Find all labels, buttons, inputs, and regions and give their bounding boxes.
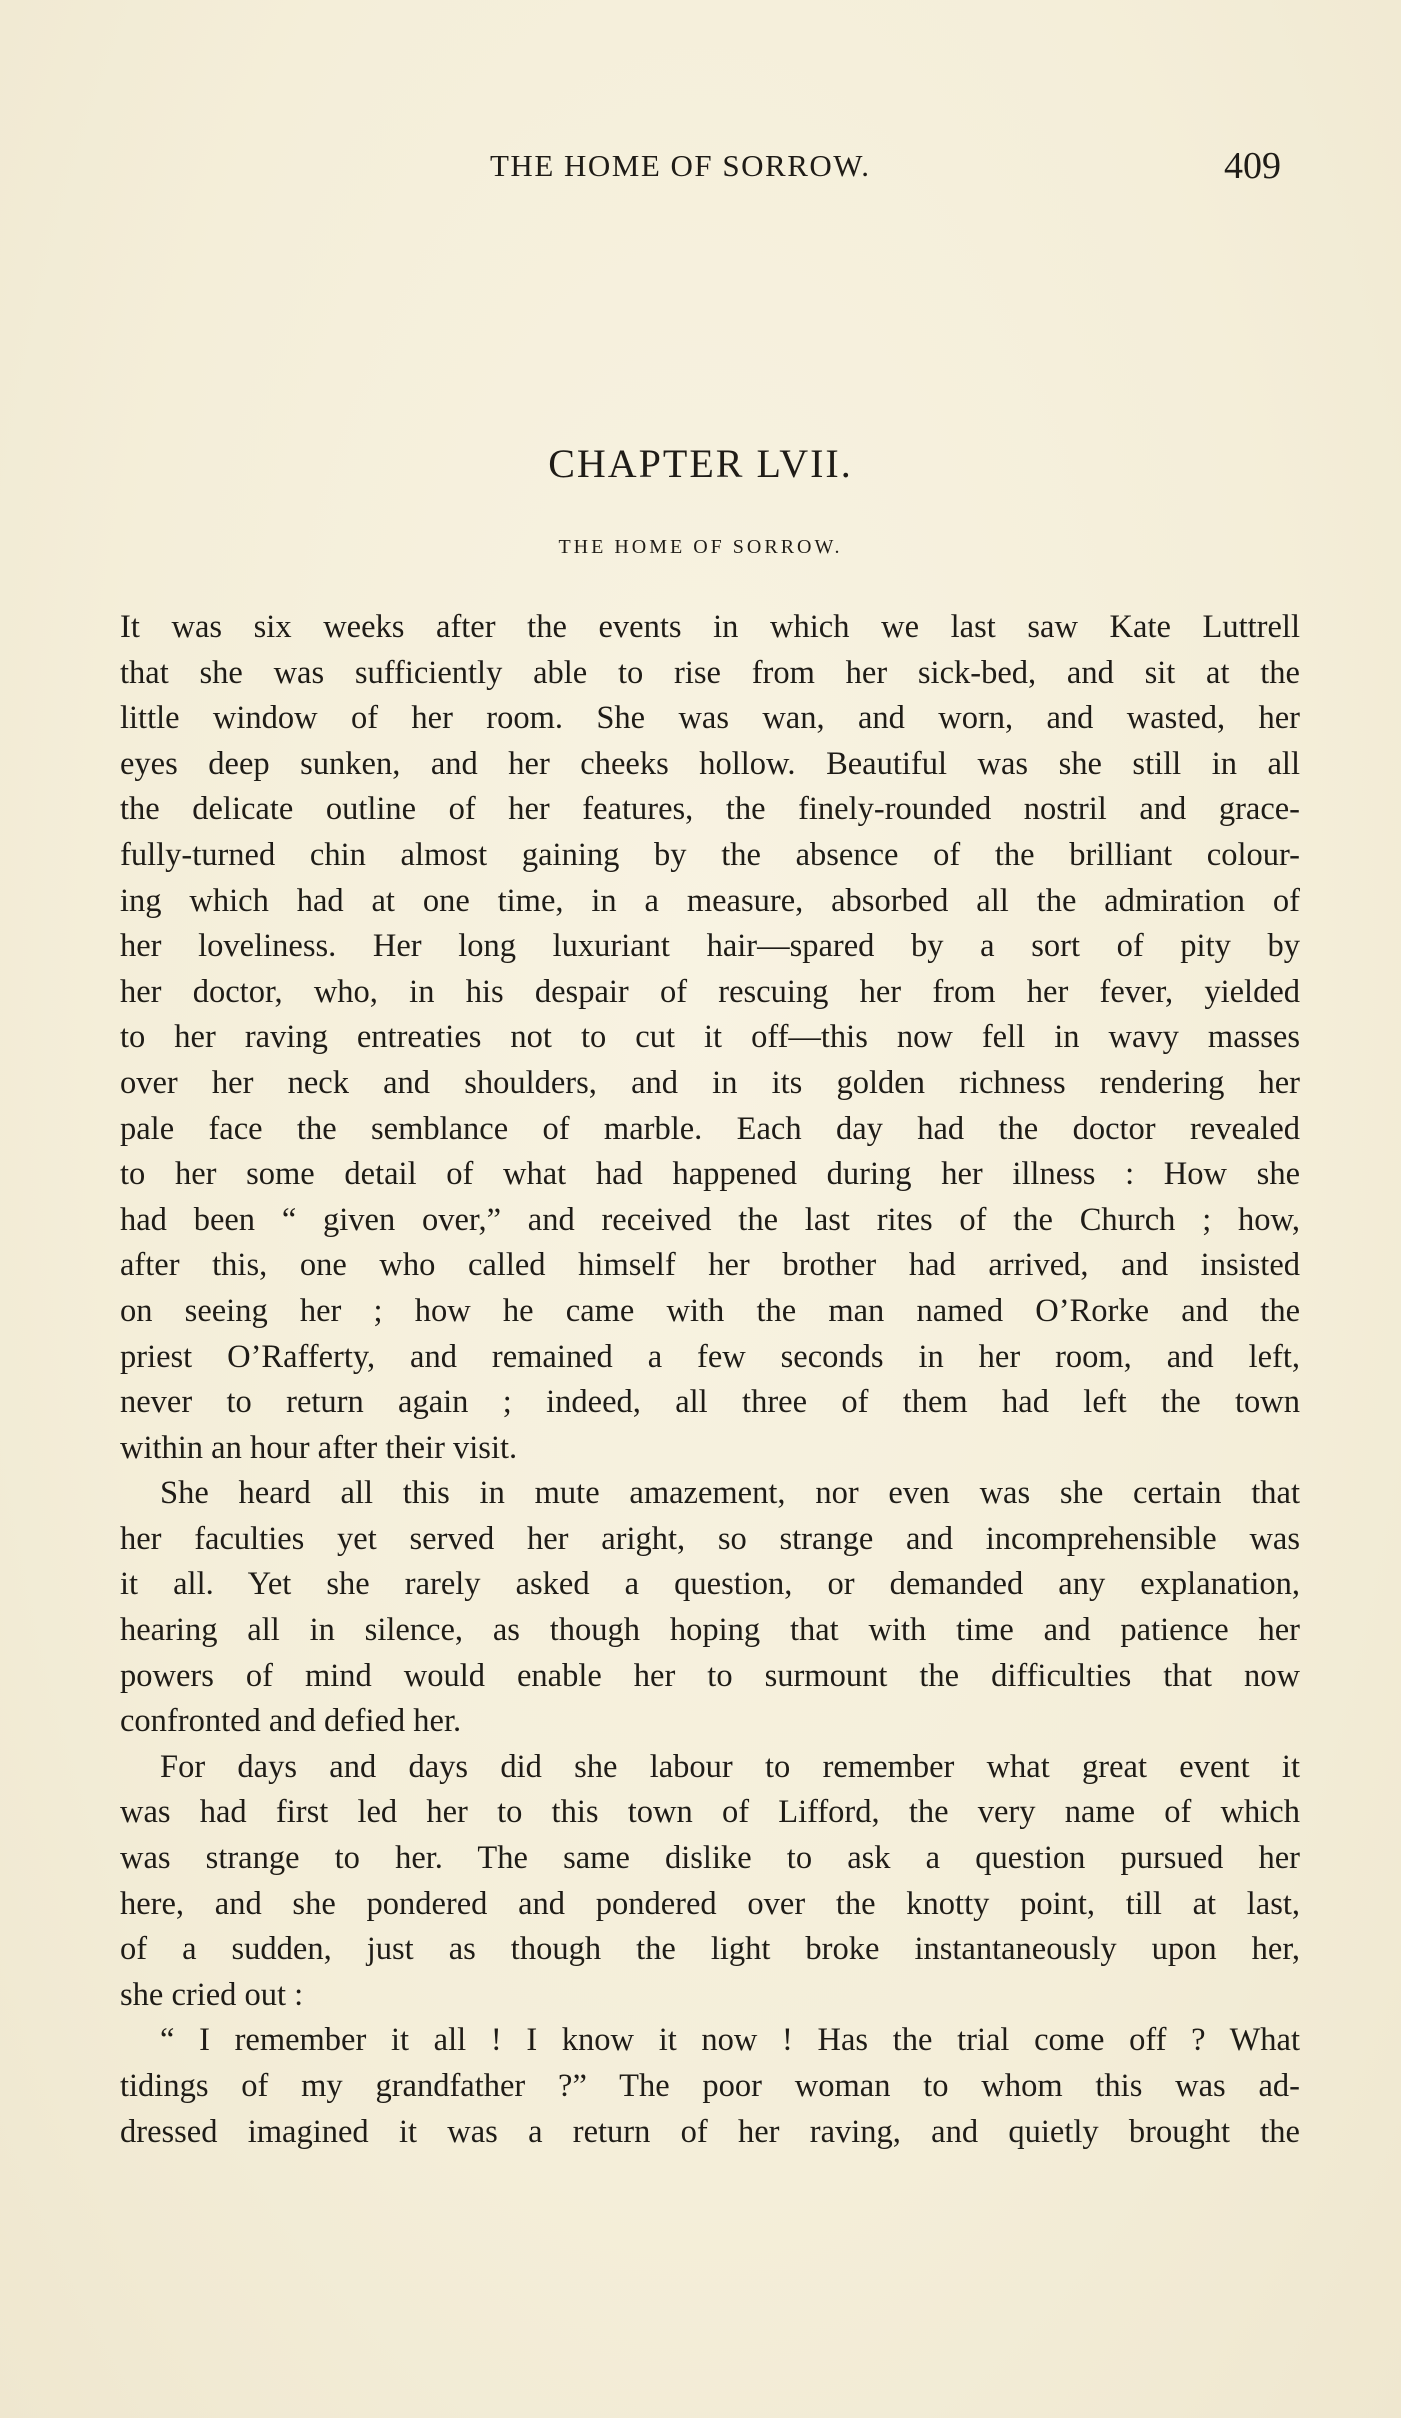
body-text bbox=[120, 605, 1300, 2155]
text-line: “ I remember it all ! I know it now ! Has the trial come off ? What bbox=[160, 2022, 1300, 2059]
text-line: her faculties yet served her aright, so strange and incomprehensible was bbox=[120, 1520, 1300, 1557]
text-line: the delicate outline of her features, the finely-rounded nostril and grace- bbox=[120, 791, 1300, 828]
text-line: to her some detail of what had happened during her illness : How she bbox=[120, 1156, 1300, 1193]
text-line: It was six weeks after the events in which we last saw Kate Luttrell bbox=[120, 609, 1300, 645]
text-line: fully-turned chin almost gaining by the absence of the brilliant colour- bbox=[120, 836, 1300, 873]
text-line: never to return again ; indeed, all three of them had left the town bbox=[120, 1384, 1300, 1421]
text-line: priest O’Rafferty, and remained a few seconds in her room, and left, bbox=[120, 1338, 1300, 1375]
text-line: had been “ given over,” and received the last rites of the Church ; how, bbox=[120, 1201, 1300, 1238]
chapter-title: CHAPTER LVII. bbox=[548, 441, 853, 486]
text-line: of a sudden, just as though the light broke instantaneously upon her, bbox=[120, 1931, 1300, 1968]
text-line: ing which had at one time, in a measure, absorbed all the admiration of bbox=[120, 882, 1300, 919]
text-line: here, and she pondered and pondered over the knotty point, till at last, bbox=[120, 1885, 1300, 1922]
text-line: it all. Yet she rarely asked a question, or demanded any explanation, bbox=[120, 1566, 1300, 1603]
text-line: little window of her room. She was wan, and worn, and wasted, her bbox=[120, 700, 1300, 737]
text-line: was strange to her. The same dislike to ask a question pursued her bbox=[120, 1840, 1300, 1877]
text-line: confronted and defied her. bbox=[120, 1703, 462, 1740]
text-line: She heard all this in mute amazement, nor even was she certain that bbox=[160, 1475, 1300, 1512]
text-line: on seeing her ; how he came with the man named O’Rorke and the bbox=[120, 1292, 1300, 1329]
text-line: her doctor, who, in his despair of rescuing her from her fever, yielded bbox=[120, 973, 1300, 1010]
text-line: over her neck and shoulders, and in its golden richness rendering her bbox=[120, 1064, 1300, 1101]
text-line: hearing all in silence, as though hoping that with time and patience her bbox=[120, 1612, 1300, 1649]
text-line: she cried out : bbox=[120, 1976, 304, 2013]
text-line: tidings of my grandfather ?” The poor woman to whom this was ad- bbox=[120, 2068, 1300, 2104]
chapter-subtitle: THE HOME OF SORROW. bbox=[558, 536, 843, 558]
running-title: THE HOME OF SORROW. bbox=[490, 148, 871, 183]
text-line: pale face the semblance of marble. Each day had the doctor revealed bbox=[120, 1110, 1300, 1147]
text-line: was had first led her to this town of Lifford, the very name of which bbox=[120, 1794, 1300, 1831]
text-line: after this, one who called himself her brother had arrived, and insisted bbox=[120, 1247, 1300, 1284]
text-line: that she was sufficiently able to rise from her sick-bed, and sit at the bbox=[120, 654, 1300, 691]
page-number: 409 bbox=[1224, 145, 1281, 187]
text-line: For days and days did she labour to remember what great event it bbox=[160, 1748, 1300, 1785]
text-line: to her raving entreaties not to cut it off—this now fell in wavy masses bbox=[120, 1019, 1300, 1056]
text-line: dressed imagined it was a return of her raving, and quietly brought the bbox=[120, 2113, 1300, 2150]
text-line: powers of mind would enable her to surmount the difficulties that now bbox=[120, 1657, 1300, 1694]
running-head bbox=[120, 145, 1281, 198]
text-line: her loveliness. Her long luxuriant hair—spared by a sort of pity by bbox=[120, 928, 1300, 965]
text-line: eyes deep sunken, and her cheeks hollow. Beautiful was she still in all bbox=[120, 745, 1300, 782]
text-line: within an hour after their visit. bbox=[120, 1429, 518, 1466]
